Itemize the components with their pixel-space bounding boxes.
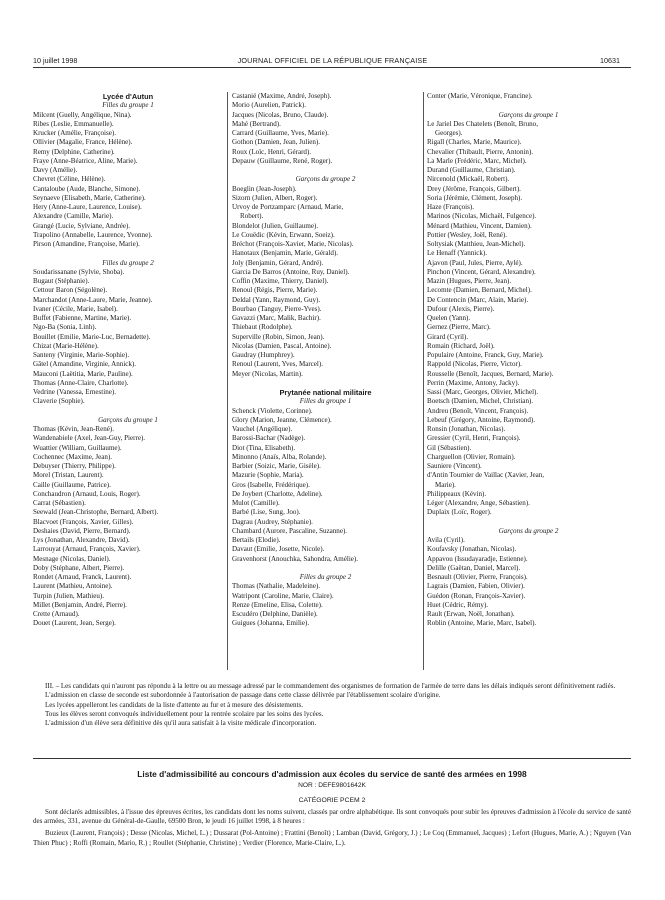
- name-entry: Ajavon (Paul, Jules, Pierre, Aylé).: [427, 258, 523, 267]
- spacer: [427, 518, 630, 527]
- name-entry: Doby (Stéphane, Albert, Pierre).: [33, 563, 125, 572]
- name-entry: Thomas (Nathalie, Madeleine).: [232, 582, 321, 591]
- name-entry: Gil (Sébastien).: [427, 443, 472, 452]
- group-heading: Garçons du groupe 1: [498, 110, 559, 119]
- name-entry: Bugaut (Stéphanie).: [33, 277, 90, 285]
- group-heading: Garçons du groupe 1: [98, 415, 158, 424]
- name-entry: Mazurie (Sophie, Maria).: [232, 471, 304, 480]
- name-entry: Dufour (Alexis, Pierre).: [427, 304, 495, 313]
- name-entry: Durand (Guillaume, Christian).: [427, 166, 516, 174]
- name-entry: Seynaeve (Elisabeth, Marie, Catherine).: [33, 193, 146, 202]
- name-entry: Thomas (Kévin, Jean-René).: [33, 425, 115, 433]
- name-entry: Ngo-Ba (Sonia, Linh).: [33, 323, 97, 332]
- name-entry: Pirson (Amandine, Françoise, Marie).: [33, 240, 140, 248]
- name-entry: Marinos (Nicolas, Michaël, Fulgence).: [427, 212, 537, 221]
- name-entry: Barossi-Bachar (Nadège).: [232, 434, 306, 443]
- section-rule: [33, 758, 631, 759]
- name-entry: Rousselle (Benoît, Jacques, Bernard, Marie).: [427, 369, 554, 378]
- column-1: [33, 92, 223, 629]
- name-entry: Renze (Emeline, Elisa, Colette).: [232, 600, 323, 609]
- name-entry: Roblin (Antoine, Marie, Marc, Isabel).: [427, 619, 537, 628]
- name-entry-continued: Robert).: [240, 212, 264, 221]
- name-entry: Deldal (Yann, Raymond, Guy).: [232, 295, 321, 304]
- spacer: [232, 166, 419, 175]
- name-entry: Cochennec (Maxime, Jean).: [33, 452, 113, 461]
- name-entry: Guigues (Johanna, Emilie).: [232, 619, 310, 628]
- name-entry: Koufavsky (Jonathan, Nicolas).: [427, 545, 517, 554]
- name-entry: Mazin (Hugues, Pierre, Jean).: [427, 277, 512, 285]
- name-entry: Crette (Arnaud).: [33, 610, 80, 618]
- name-entry: Vauchel (Angélique).: [232, 425, 293, 433]
- column-2: [232, 92, 419, 629]
- name-entry: Seewald (Jean-Christophe, Bernard, Albert).: [33, 508, 159, 517]
- name-entry: Dagrau (Audrey, Stéphanie).: [232, 517, 313, 526]
- name-entry: Deshaies (David, Pierre, Bernard).: [33, 526, 131, 535]
- name-entry: Avila (Cyril).: [427, 536, 465, 544]
- name-entry: Drey (Jérôme, François, Gilbert).: [427, 184, 521, 193]
- name-entry: Buffet (Fabienne, Martine, Marie).: [33, 314, 132, 322]
- name-entry: Barbé (Lise, Sung, Joo).: [232, 508, 301, 517]
- notice-paragraph: L'admission d'un élève sera définitive dès qu'il aura satisfait à la visite médicale d'incorporation.: [45, 719, 317, 728]
- header-rule: [33, 67, 631, 68]
- name-entry: Lagrais (Damien, Fabien, Olivier).: [427, 582, 525, 591]
- name-entry: Rigall (Charles, Marie, Maurice).: [427, 138, 522, 147]
- name-entry: Roux (Loïc, Henri, Gérard).: [232, 147, 312, 156]
- name-entry: Sassi (Marc, Georges, Olivier, Michel).: [427, 388, 539, 396]
- name-entry: Girard (Cyril).: [427, 332, 469, 341]
- spacer: [232, 379, 419, 388]
- name-entry: Wandenabiele (Axel, Jean-Guy, Pierre).: [33, 434, 146, 443]
- name-entry: Lys (Jonathan, Alexandre, David).: [33, 536, 130, 544]
- name-entry: Thiebaut (Rodolphe).: [232, 323, 293, 332]
- name-entry: Urvoy de Portzamparc (Arnaud, Marie,: [232, 203, 344, 211]
- name-entry: Watripont (Caroline, Marie, Claire).: [232, 591, 334, 600]
- section-title: Liste d'admissibilité au concours d'admission aux écoles du service de santé des armées en 1998: [137, 769, 527, 779]
- name-entry: Santeny (Virginie, Marie-Sophie).: [33, 351, 130, 359]
- name-entry: Rappold (Nicolas, Pierre, Victor).: [427, 360, 522, 369]
- name-entry: Andreu (Benoît, Vincent, François).: [427, 406, 529, 415]
- name-entry: d'Antin Tournier de Vaillac (Xavier, Jean,: [427, 471, 545, 480]
- name-entry: Jacques (Nicolas, Bruno, Claude).: [232, 110, 329, 119]
- name-entry: Hanotaux (Benjamin, Marie, Gérald).: [232, 249, 339, 258]
- group-heading: Garçons du groupe 2: [295, 175, 356, 184]
- name-entry: Ivaner (Cécile, Marie, Isabel).: [33, 304, 118, 313]
- name-entry: Douet (Laurent, Jean, Serge).: [33, 619, 116, 628]
- spacer: [33, 249, 223, 258]
- name-entry: Alexandre (Camille, Marie).: [33, 212, 114, 221]
- name-entry: Chizat (Marie-Hélène).: [33, 341, 99, 350]
- header-page-number: 10631: [600, 56, 620, 65]
- header-date: 10 juillet 1998: [33, 56, 78, 65]
- name-entry: Gaudray (Humphrey).: [232, 351, 295, 359]
- name-entry: Garcia De Barros (Antoine, Ruy, Daniel).: [232, 267, 350, 276]
- name-entry: Rondet (Arnaud, Franck, Laurent).: [33, 573, 132, 581]
- column-divider: [423, 92, 424, 670]
- name-entry: Superville (Robin, Simon, Jean).: [232, 332, 325, 341]
- name-entry: Remy (Delphine, Catherine).: [33, 147, 115, 156]
- name-entry: Coffin (Maxime, Thierry, Daniel).: [232, 277, 329, 285]
- name-entry: Sauniere (Vincent).: [427, 462, 482, 470]
- name-entry: Vedrine (Vanessa, Ernestine).: [33, 388, 116, 396]
- name-entry: Morio (Aurelien, Patrick).: [232, 101, 306, 110]
- name-entry: Bréchot (François-Xavier, Marie, Nicolas).: [232, 240, 354, 248]
- name-entry: Gavazzi (Marc, Malik, Bachir).: [232, 314, 321, 322]
- name-entry: Gâtel (Amandine, Virginie, Annick).: [33, 360, 137, 369]
- notice-paragraph: III. – Les candidats qui n'auront pas répondu à la lettre ou au message adressé par le commandement des organismes de formation de l'armée de terre dans les délais indiqués seront définitivement radiés.: [45, 682, 616, 690]
- name-entry: Nircenold (Mickaël, Robert).: [427, 175, 510, 184]
- candidate-list: Buzieux (Laurent, François) ; Desse (Nicolas, Michel, L.) ; Dussarat (Pol-Antoine) ; Frattini (Benoît) ; Lamban (David, Grégory, J.) ; Le Coq (Emmanuel, Jacques) ; Lefort (Hugues, Marie, A.) ; Nguyen (Van Thien Phuc) ; Roffi (Romain, Mario, R.) ; Roullet (Stéphanie, Christine) ; Verdier (Florence, Marie-Claire, L.).: [33, 829, 631, 847]
- name-entry: Quelen (Yann).: [427, 314, 471, 322]
- name-entry: Thomas (Anne-Claire, Charlotte).: [33, 378, 129, 387]
- name-entry: Depauw (Guillaume, René, Roger).: [232, 156, 333, 165]
- name-entry: Boetsch (Damien, Michel, Christian).: [427, 397, 534, 406]
- name-entry: Soudarissanane (Sylvie, Shoba).: [33, 267, 125, 276]
- name-entry: Ollivier (Magalie, France, Hélène).: [33, 138, 133, 147]
- name-entry: Chevret (Céline, Hélène).: [33, 175, 106, 184]
- name-entry: Laurent (Mathieu, Antoine).: [33, 582, 113, 591]
- name-entry: Joly (Benjamin, Gérard, André).: [232, 258, 324, 267]
- name-entry: De Joybert (Charlotte, Adeline).: [232, 489, 323, 498]
- name-entry: Gros (Isabelle, Frédérique).: [232, 480, 310, 489]
- name-entry: Glory (Marion, Jeanne, Clémence).: [232, 415, 332, 424]
- name-entry: Lecomte (Damien, Bernard, Michel).: [427, 286, 532, 295]
- name-entry: Chevalier (Thibault, Pierre, Antonin).: [427, 147, 534, 156]
- name-entry: Guédon (Ronan, François-Xavier).: [427, 591, 526, 600]
- name-entry: Le Jariel Des Chatelets (Benoît, Bruno,: [427, 119, 538, 128]
- group-heading: Garçons du groupe 2: [498, 526, 559, 535]
- name-entry: Ménard (Mathieu, Vincent, Damien).: [427, 221, 532, 230]
- name-entry: Le Henaff (Yannick).: [427, 249, 488, 258]
- header-journal-title: JOURNAL OFFICIEL DE LA RÉPUBLIQUE FRANÇAISE: [237, 56, 428, 65]
- notice-paragraph: L'admission en classe de seconde est subordonnée à l'autorisation de passage dans cette classe délivrée par l'établissement scolaire d'origine.: [45, 691, 441, 700]
- name-entry: Perrin (Maxime, Antony, Jacky).: [427, 378, 520, 387]
- name-entry: Charguellon (Olivier, Romain).: [427, 452, 516, 461]
- name-entry: Philippeaux (Kévin).: [427, 489, 487, 498]
- name-entry: Castanié (Maxime, André, Joseph).: [232, 92, 332, 100]
- name-entry: Léger (Alexandre, Ange, Sébastien).: [427, 499, 530, 507]
- school-heading: Prytanée national militaire: [279, 388, 372, 397]
- notice-paragraph: Tous les élèves seront convoqués individuellement pour la rentrée scolaire par les soins des lycées.: [45, 709, 324, 718]
- name-entry: Fraye (Anne-Béatrice, Aline, Marie).: [33, 156, 138, 165]
- name-entry: Ribes (Leslie, Emmanuelle).: [33, 119, 114, 128]
- name-entry: Davy (Amélie).: [33, 166, 78, 174]
- name-entry: Minonno (Anaïs, Alba, Rolande).: [232, 452, 327, 461]
- name-entry: Trapolino (Annabelle, Laurence, Yvonne).: [33, 230, 153, 239]
- name-entry: Rault (Erwan, Noël, Jonathan).: [427, 610, 515, 618]
- name-entry: Appavou (Issudayaradje, Estienne).: [427, 554, 528, 563]
- name-entry: Boeglin (Jean-Joseph).: [232, 184, 297, 193]
- name-entry: De Contencin (Marc, Alain, Marie).: [427, 295, 529, 304]
- name-entry: Escudéro (Delphine, Danièle).: [232, 610, 318, 618]
- nor-reference: NOR : DEFE9801642K: [298, 782, 366, 790]
- name-entry: Lebeuf (Grégory, Antoine, Raymond).: [427, 415, 535, 424]
- notice-section: [33, 682, 631, 728]
- name-entry: Carrard (Guillaume, Yves, Marie).: [232, 129, 329, 137]
- spacer: [33, 407, 223, 416]
- group-heading: Filles du groupe 1: [299, 397, 352, 406]
- name-entry: Gravenhorst (Anouchka, Sahondra, Amélie).: [232, 554, 359, 563]
- name-entry: Claverie (Sophie).: [33, 397, 85, 406]
- name-entry: Meyer (Nicolas, Martin).: [232, 369, 303, 378]
- section-paragraph: Sont déclarés admissibles, à l'issue des épreuves écrites, les candidats dont les noms suivent, classés par ordre alphabétique. Ils sont convoqués pour subir les épreuves d'admission à l'école du service de santé des armées, 331, avenue du Général-de-Gaulle, 69500 Bron, le jeudi 16 juillet 1998, à 8 heures :: [33, 807, 631, 826]
- name-entry: Schenck (Violette, Corinne).: [232, 406, 313, 415]
- spacer: [427, 101, 630, 110]
- name-entry: Gernez (Pierre, Marc).: [427, 323, 491, 332]
- admissibility-section: [33, 770, 631, 848]
- name-entry: Cantaloube (Aude, Blanche, Simone).: [33, 184, 141, 193]
- group-heading: Filles du groupe 1: [102, 101, 154, 110]
- name-entry: Blacvoet (François, Xavier, Gilles).: [33, 517, 134, 526]
- name-entry: Soltysiak (Matthieu, Jean-Michel).: [427, 240, 526, 248]
- name-entry: Caille (Guillaume, Patrice).: [33, 480, 111, 489]
- name-entry: Gothon (Damien, Jean, Julien).: [232, 138, 321, 147]
- spacer: [232, 564, 419, 573]
- name-entry: Nicolas (Damien, Pascal, Antoine).: [232, 341, 332, 350]
- name-entry: Krucker (Amélie, Françoise).: [33, 129, 116, 137]
- name-entry: Soria (Jérémie, Clément, Joseph).: [427, 193, 523, 202]
- name-entry: Delille (Gaëtan, Daniel, Marcel).: [427, 563, 521, 572]
- name-entry: Renoul (Laurent, Yves, Marcel).: [232, 360, 324, 369]
- name-entry: Mulot (Camille).: [232, 499, 280, 507]
- name-entry: Besnault (Olivier, Pierre, François).: [427, 573, 528, 581]
- name-entry: Grangé (Lucie, Sylviane, Andrée).: [33, 221, 131, 230]
- column-divider: [227, 92, 228, 670]
- name-entry: Populaire (Antoine, Franck, Guy, Marie).: [427, 351, 544, 359]
- name-entry: Pinchon (Vincent, Gérard, Alexandre).: [427, 267, 536, 276]
- name-entry: Larrouyat (Arnaud, François, Xavier).: [33, 545, 141, 554]
- notice-paragraph: Les lycées appelleront les candidats de la liste d'attente au fur et à mesure des désistements.: [45, 700, 303, 709]
- group-heading: Filles du groupe 2: [102, 258, 154, 267]
- category-heading: CATÉGORIE PCEM 2: [298, 796, 366, 804]
- name-entry: Conchaudron (Arnaud, Louis, Roger).: [33, 489, 141, 498]
- name-entry: Pottier (Wesley, Joël, René).: [427, 230, 507, 239]
- name-entry: Chambard (Aurore, Pascaline, Suzanne).: [232, 526, 348, 535]
- name-entry: Bertails (Elodie).: [232, 536, 281, 544]
- name-entry: Blondelot (Julien, Guillaume).: [232, 221, 319, 230]
- name-entry: Millet (Benjamin, André, Pierre).: [33, 600, 127, 609]
- group-heading: Filles du groupe 2: [299, 573, 352, 581]
- name-entry: Duplaix (Loïc, Roger).: [427, 508, 492, 517]
- name-entry: Haze (François).: [427, 203, 474, 211]
- name-entry: Davaut (Emilie, Josette, Nicole).: [232, 545, 325, 554]
- name-entry: Morel (Tristan, Laurent).: [33, 471, 104, 480]
- name-entry: Mesnage (Nicolas, Daniel).: [33, 554, 111, 563]
- name-entry: Le Couëdic (Kévin, Erwann, Soeiz).: [232, 230, 335, 239]
- name-entry: Mahé (Bertrand).: [232, 119, 281, 128]
- name-entry: Conter (Marie, Véronique, Francine).: [427, 92, 533, 100]
- name-entry: Hery (Anne-Laure, Laurence, Louise).: [33, 203, 142, 211]
- name-entry: Debuyser (Thierry, Philippe).: [33, 462, 116, 470]
- name-entry: Mauconi (Laëtitia, Marie, Pauline).: [33, 369, 133, 378]
- column-3: [427, 92, 630, 629]
- name-entry: Carrat (Sébastien).: [33, 499, 86, 507]
- name-entry: Turpin (Julien, Mathieu).: [33, 591, 104, 600]
- name-entry: Barbier (Soizic, Marie, Gisèle).: [232, 462, 321, 470]
- school-heading: Lycée d'Autun: [102, 92, 154, 101]
- name-entry: Huet (Cédric, Rémy).: [427, 600, 489, 609]
- name-entry: Milcent (Guelly, Angélique, Nina).: [33, 110, 132, 119]
- name-entry: La Marle (Frédéric, Marc, Michel).: [427, 156, 527, 165]
- name-entry: Gressier (Cyril, Henri, François).: [427, 434, 521, 443]
- name-entry-continued: Marie).: [435, 480, 456, 489]
- name-entry: Romain (Richard, Joël).: [427, 341, 495, 350]
- name-entry: Diot (Tina, Elisabeth).: [232, 443, 296, 452]
- name-entry: Renoul (Régis, Pierre, Marie).: [232, 286, 318, 295]
- name-entry: Cettour Baron (Ségolène).: [33, 286, 108, 295]
- name-entry: Marchandot (Anne-Laure, Marie, Jeanne).: [33, 295, 153, 304]
- name-entry: Ronsin (Jonathan, Nicolas).: [427, 425, 506, 433]
- name-entry: Sizorn (Julien, Albert, Roger).: [232, 193, 318, 202]
- name-entry: Wuattier (William, Guillaume).: [33, 443, 122, 452]
- name-entry: Bourbao (Tanguy, Pierre-Yves).: [232, 304, 322, 313]
- name-entry-continued: Georges).: [435, 129, 463, 137]
- name-entry: Bouillet (Emilie, Marie-Luc, Bernadette).: [33, 332, 151, 341]
